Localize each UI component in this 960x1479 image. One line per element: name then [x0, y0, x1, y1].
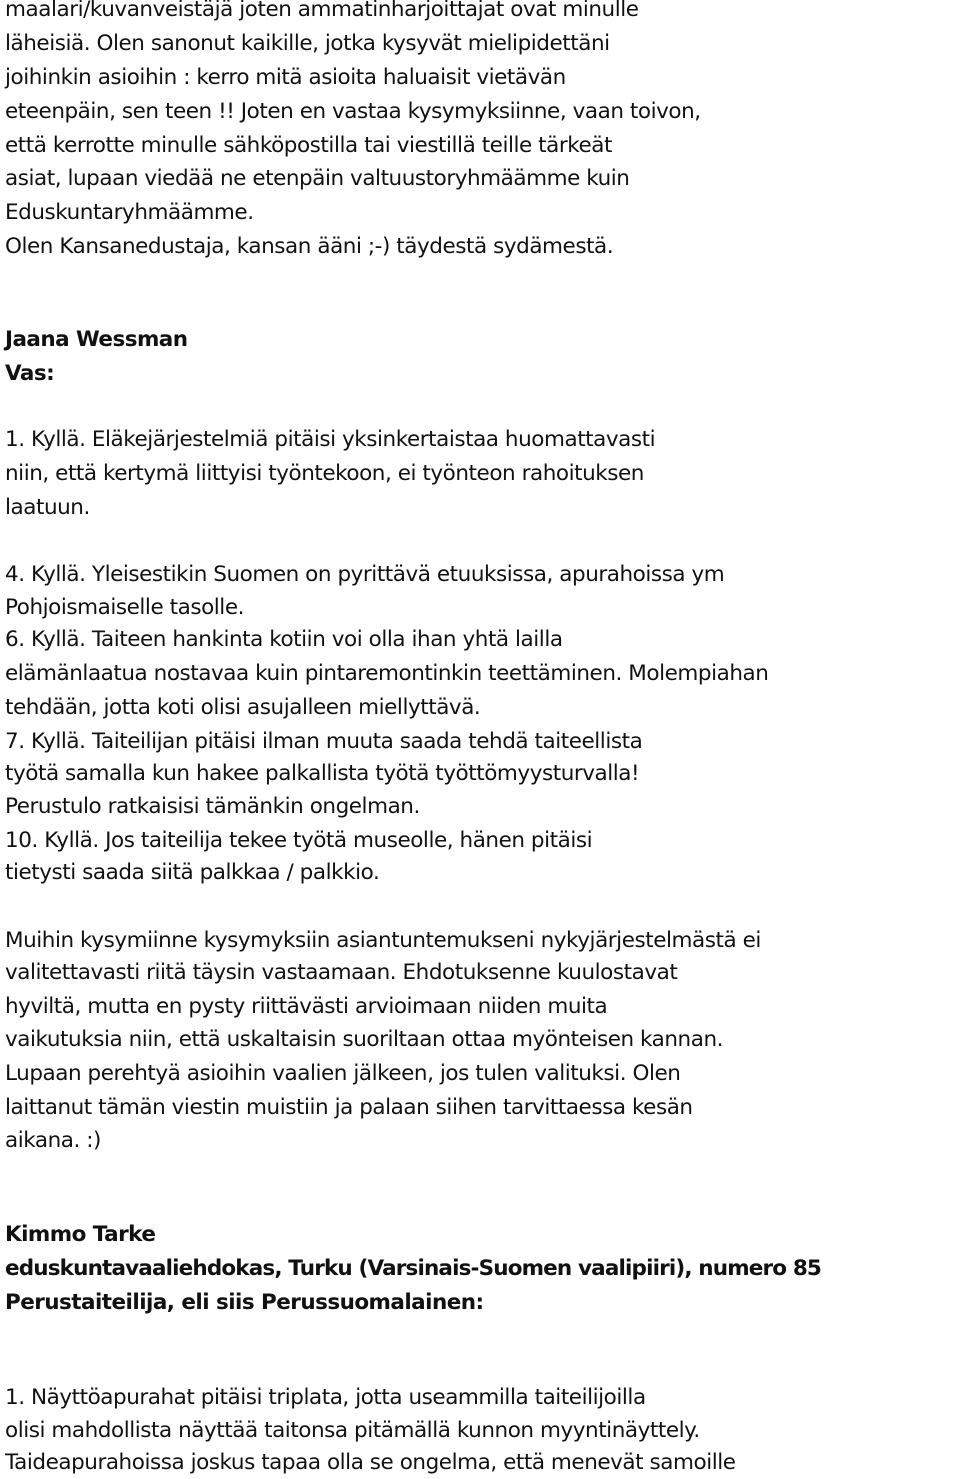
- answer-line: niin, että kertymä liittyisi työntekoon, ei työnteon rahoituksen: [5, 461, 644, 486]
- paragraph-line: maalari/kuvanveistäjä joten ammatinharjoittajat ovat minulle: [5, 0, 639, 22]
- paragraph-line: vaikutuksia niin, että uskaltaisin suoriltaan ottaa myönteisen kannan.: [5, 1027, 724, 1052]
- respondent-candidacy: eduskuntavaaliehdokas, Turku (Varsinais-Suomen vaalipiiri), numero 85: [5, 1256, 822, 1281]
- paragraph-line: aikana. :): [5, 1128, 101, 1153]
- respondent-description: Perustaiteilija, eli siis Perussuomalainen:: [5, 1290, 484, 1315]
- answer-line: 1. Näyttöapurahat pitäisi triplata, jotta useammilla taiteilijoilla: [5, 1385, 646, 1410]
- answer-line: 7. Kyllä. Taiteilijan pitäisi ilman muuta saada tehdä taiteellista: [5, 729, 643, 754]
- paragraph-line: läheisiä. Olen sanonut kaikille, jotka kysyvät mielipidettäni: [5, 31, 610, 56]
- paragraph-line: laittanut tämän viestin muistiin ja palaan siihen tarvittaessa kesän: [5, 1095, 693, 1120]
- paragraph-line: Lupaan perehtyä asioihin vaalien jälkeen, jos tulen valituksi. Olen: [5, 1061, 681, 1086]
- paragraph-line: eteenpäin, sen teen !! Joten en vastaa kysymyksiinne, vaan toivon,: [5, 99, 701, 124]
- answer-line: 6. Kyllä. Taiteen hankinta kotiin voi olla ihan yhtä lailla: [5, 627, 563, 652]
- paragraph-line: asiat, lupaan viedää ne etenpäin valtuustoryhmäämme kuin: [5, 166, 630, 191]
- answer-line: 1. Kyllä. Eläkejärjestelmiä pitäisi yksinkertaistaa huomattavasti: [5, 427, 656, 452]
- paragraph-line: Muihin kysymiinne kysymyksiin asiantuntemukseni nykyjärjestelmästä ei: [5, 928, 761, 953]
- respondent-label: Vas:: [5, 361, 55, 386]
- answer-line: tehdään, jotta koti olisi asujalleen miellyttävä.: [5, 695, 481, 720]
- answer-line: Taideapurahoissa joskus tapaa olla se ongelma, että menevät samoille: [5, 1450, 736, 1475]
- paragraph-line: Eduskuntaryhmäämme.: [5, 200, 254, 225]
- answer-line: tietysti saada siitä palkkaa / palkkio.: [5, 860, 380, 885]
- respondent-name: Jaana Wessman: [5, 327, 188, 352]
- answer-line: Perustulo ratkaisisi tämänkin ongelman.: [5, 794, 420, 819]
- answer-line: Pohjoismaiselle tasolle.: [5, 595, 244, 620]
- answer-line: työtä samalla kun hakee palkallista työtä työttömyysturvalla!: [5, 761, 640, 786]
- paragraph-line: joihinkin asioihin : kerro mitä asioita haluaisit vietävän: [5, 65, 566, 90]
- paragraph-line: hyviltä, mutta en pysty riittävästi arvioimaan niiden muita: [5, 994, 608, 1019]
- paragraph-line: Olen Kansanedustaja, kansan ääni ;-) täydestä sydämestä.: [5, 234, 614, 259]
- answer-line: olisi mahdollista näyttää taitonsa pitämällä kunnon myyntinäyttely.: [5, 1418, 700, 1443]
- respondent-name: Kimmo Tarke: [5, 1222, 156, 1247]
- answer-line: laatuun.: [5, 495, 90, 520]
- answer-line: 4. Kyllä. Yleisestikin Suomen on pyrittävä etuuksissa, apurahoissa ym: [5, 562, 725, 587]
- paragraph-line: että kerrotte minulle sähköpostilla tai viestillä teille tärkeät: [5, 133, 612, 158]
- answer-line: elämänlaatua nostavaa kuin pintaremontinkin teettäminen. Molempiahan: [5, 661, 769, 686]
- answer-line: 10. Kyllä. Jos taiteilija tekee työtä museolle, hänen pitäisi: [5, 828, 593, 853]
- paragraph-line: valitettavasti riitä täysin vastaamaan. Ehdotuksenne kuulostavat: [5, 960, 678, 985]
